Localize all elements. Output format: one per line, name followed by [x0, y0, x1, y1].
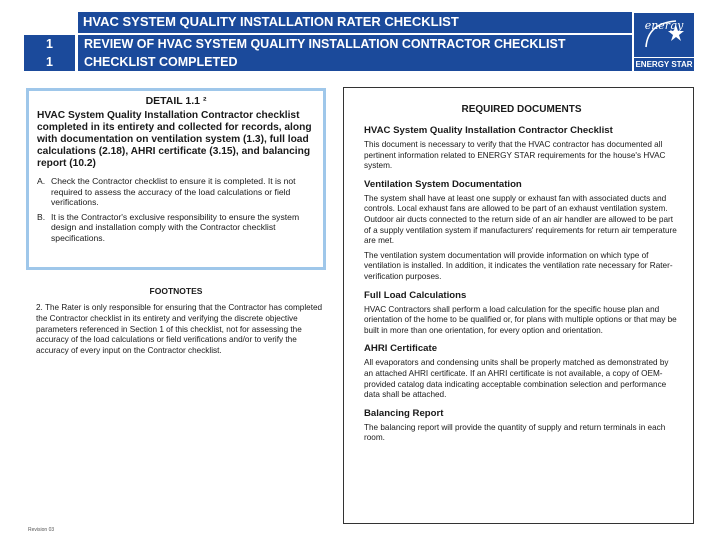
section-heading: Full Load Calculations [364, 289, 467, 301]
item-text: Check the Contractor checklist to ensure it is completed. It is not required to assess the accuracy of the load calculations or field verifications. [51, 176, 296, 207]
revision-label: Revision 03 [28, 527, 55, 533]
section-heading: HVAC System Quality Installation Contractor Checklist [364, 125, 613, 136]
item-label: B. [37, 211, 46, 222]
detail-item [37, 176, 315, 208]
item-label: A. [37, 176, 46, 186]
detail-box [26, 88, 326, 270]
row-heading: REVIEW OF HVAC SYSTEM QUALITY INSTALLATION CONTRACTOR CHECKLIST [78, 35, 632, 53]
required-documents-title: REQUIRED DOCUMENTS [461, 104, 582, 115]
row-number: 1 [24, 53, 75, 71]
section-paragraph: The ventilation system documentation will provide information on which type of ventilation is installed. In addition, it indicates the ventilation rate necessary for Rater-verification purposes. [364, 250, 673, 281]
energy-star-logo [634, 13, 694, 71]
section-paragraph: All evaporators and condensing units shall be properly matched as demonstrated by an attached AHRI certificate. If an AHRI certificate is not available, a copy of OEM-provided catalog data indicating acceptable combination selection and performance data shall be attached. [364, 358, 669, 400]
detail-item [37, 212, 315, 244]
footnotes-title: FOOTNOTES [149, 286, 203, 296]
logo-label: ENERGY STAR [634, 57, 694, 71]
section-heading: AHRI Certificate [364, 343, 438, 355]
row-number: 1 [24, 35, 75, 53]
item-text: It is the Contractor's exclusive responsibility to ensure the system design and installation comply with the Contractor checklist specifications. [51, 211, 300, 243]
detail-lead: HVAC System Quality Installation Contractor checklist completed in its entirety and collected for records, along with documentation on ventilation system (1.3), full load calculations (2.18), AHRI certificate (3.15), and balancing report (10.2) [37, 110, 312, 169]
section-paragraph: The balancing report will provide the quantity of supply and return terminals in each room. [364, 422, 666, 443]
section-paragraph: This document is necessary to verify that the HVAC contractor has documented all pertinent information related to ENERGY STAR requirements for the house's HVAC system. [364, 140, 666, 171]
required-documents-panel [343, 87, 694, 524]
section-heading: Ventilation System Documentation [364, 178, 522, 190]
section-paragraph: The system shall have at least one supply or exhaust fan with associated ducts and controls. Local exhaust fans are allowed to be part of an exhaust ventilation system. Outdoor air ducts connected to the return side of an air handler are allowed to be part of a supply ventilation system if manufacturers' requirements for return air temperature are met. [364, 193, 677, 246]
section-paragraph: HVAC Contractors shall perform a load calculation for the specific house plan and orientation of the home to be qualified or, for plans with multiple options or that may be built in more than one orientation, for every option and orientation. [364, 304, 677, 335]
footnote-text: 2. The Rater is only responsible for ensuring that the Contractor has completed the Contractor checklist in its entirety and verifying the discrete objective parameters referenced in Section 1 of this checklist, not for assessing the accuracy of the load calculations or field verifications and/or to verify the accuracy of every input on the Contractor checklist. [36, 303, 323, 356]
detail-title: DETAIL 1.1 ² [145, 95, 207, 107]
checklist-title: HVAC SYSTEM QUALITY INSTALLATION RATER CHECKLIST [83, 14, 459, 29]
row-heading: CHECKLIST COMPLETED [78, 53, 632, 71]
section-heading: Balancing Report [364, 407, 444, 419]
logo-wordmark: energy [644, 19, 684, 32]
